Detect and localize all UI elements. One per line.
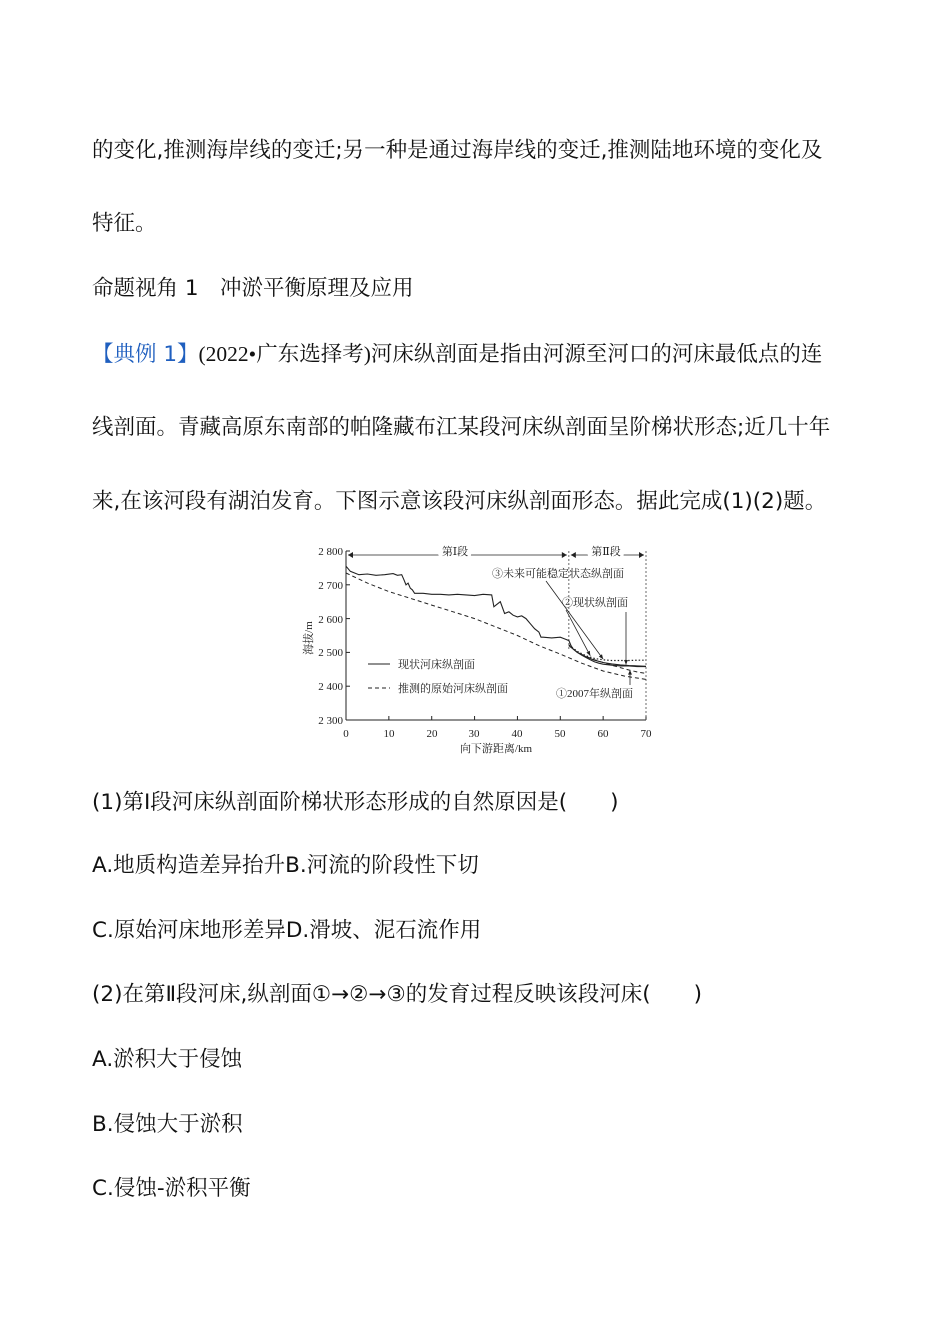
paragraph-line-1: 的变化,推测海岸线的变迁;另一种是通过海岸线的变迁,推测陆地环境的变化及 (92, 138, 823, 163)
example-text: 河床纵剖面是指由河源至河口的河床最低点的连 (370, 342, 823, 367)
paragraph-line-2: 特征。 (92, 211, 157, 236)
section-title: 命题视角 1 冲淤平衡原理及应用 (92, 276, 414, 301)
series-line-4 (569, 646, 646, 667)
y-tick-label: 2 800 (318, 546, 343, 558)
question-2-stem: (2)在第Ⅱ段河床,纵剖面①→②→③的发育过程反映该段河床( ) (92, 982, 703, 1007)
segment-arrowhead (562, 552, 567, 558)
leader-current-profile (566, 610, 590, 656)
x-tick-label: 10 (383, 728, 395, 740)
y-tick-label: 2 300 (318, 715, 343, 727)
segment-label-1: 第Ⅰ段 (441, 546, 469, 558)
question-2-option-c: C.侵蚀-淤积平衡 (92, 1176, 251, 1201)
y-tick-label: 2 600 (318, 614, 343, 626)
question-2-option-a: A.淤积大于侵蚀 (92, 1047, 243, 1072)
river-profile-chart (300, 540, 660, 760)
x-tick-label: 0 (343, 728, 349, 740)
x-tick-label: 70 (640, 728, 652, 740)
legend-label-original: 推测的原始河床纵剖面 (398, 683, 508, 695)
segment-arrowhead (571, 552, 576, 558)
question-2-option-b: B.侵蚀大于淤积 (92, 1112, 243, 1137)
y-tick-label: 2 500 (318, 647, 343, 659)
question-1-options-ab: A.地质构造差异抬升B.河流的阶段性下切 (92, 853, 479, 878)
x-ticks (343, 728, 652, 740)
example-line-2: 线剖面。青藏高原东南部的帕隆藏布江某段河床纵剖面呈阶梯状形态;近几十年 (92, 415, 831, 440)
x-axis-label: 向下游距离/km (459, 743, 533, 755)
annotation-current-profile: ②现状纵剖面 (562, 597, 628, 609)
chart-series (346, 566, 646, 679)
x-tick-label: 60 (597, 728, 609, 740)
y-tick-label: 2 700 (318, 580, 343, 592)
leader-current-profile-vertical-head (624, 660, 628, 665)
series-line-1 (346, 566, 646, 666)
y-axis-label: 海拔/m (303, 621, 315, 655)
x-tick-label: 20 (426, 728, 438, 740)
series-line-5 (569, 645, 646, 661)
y-ticks (318, 546, 343, 727)
example-label: 【典例 1】 (92, 342, 199, 367)
example-line-3: 来,在该河段有湖泊发育。下图示意该段河床纵剖面形态。据此完成(1)(2)题。 (92, 489, 827, 514)
leader-2007-profile-head (628, 670, 632, 675)
y-tick-label: 2 400 (318, 681, 343, 693)
question-1-stem: (1)第Ⅰ段河床纵剖面阶梯状形态形成的自然原因是( ) (92, 790, 619, 815)
series-line-3 (569, 646, 646, 674)
annotation-future-profile: ③未来可能稳定状态纵剖面 (492, 568, 624, 580)
question-1-options-cd: C.原始河床地形差异D.滑坡、泥石流作用 (92, 918, 482, 943)
x-tick-label: 40 (511, 728, 523, 740)
segment-label-2: 第Ⅱ段 (591, 546, 621, 558)
x-tick-label: 30 (468, 728, 480, 740)
segment-arrowhead (639, 552, 644, 558)
leader-future-profile-head (599, 654, 603, 659)
leader-future-profile (546, 581, 603, 659)
example-line-1 (92, 339, 822, 370)
legend (368, 657, 508, 695)
x-tick-label: 50 (554, 728, 566, 740)
segment-arrowhead (348, 552, 353, 558)
legend-label-current: 现状河床纵剖面 (398, 659, 475, 671)
annotation-2007-profile: ①2007年纵剖面 (556, 688, 633, 700)
example-source: (2022•广东选择考) (198, 342, 371, 366)
